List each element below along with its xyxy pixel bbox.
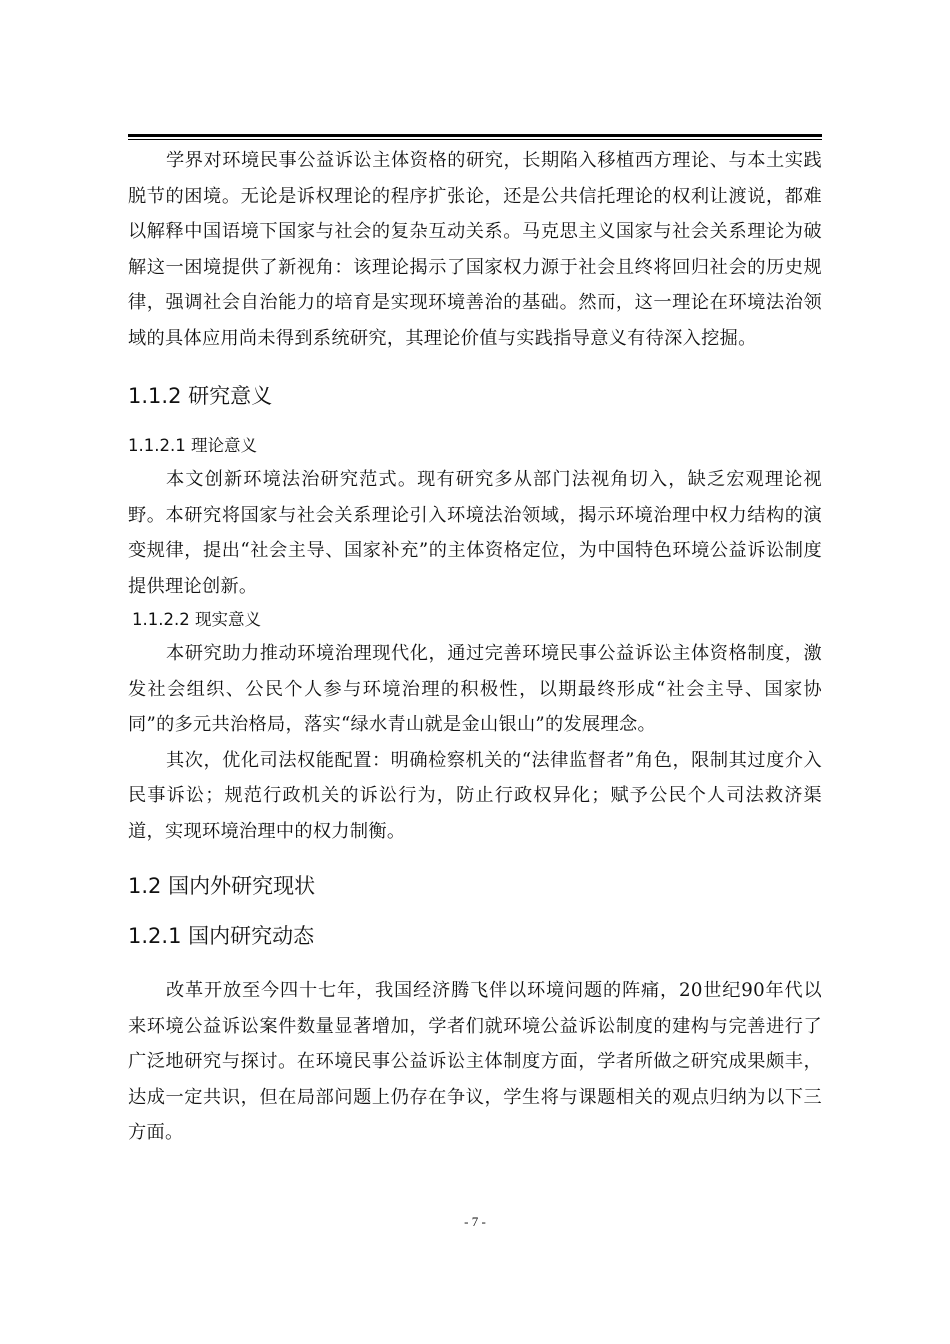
heading-domestic-research: 1.2.1 国内研究动态 xyxy=(128,924,315,948)
paragraph-judicial-allocation: 其次，优化司法权能配置：明确检察机关的“法律监督者”角色，限制其过度介入民事诉讼；规范行政机关的诉讼行为，防止行政权异化；赋予公民个人司法救济渠道，实现环境治理中的权力制衡。 xyxy=(128,749,822,842)
header-rule-thick xyxy=(128,134,822,137)
heading-research-significance: 1.1.2 研究意义 xyxy=(128,384,273,408)
paragraph-theoretical-significance: 本文创新环境法治研究范式。现有研究多从部门法视角切入，缺乏宏观理论视野。本研究将国家与社会关系理论引入环境法治领域，揭示环境治理中权力结构的演变规律，提出“社会主导、国家补充”的主体资格定位，为中国特色环境公益诉讼制度提供理论创新。 xyxy=(128,469,822,597)
heading-practical-significance: 1.1.2.2 现实意义 xyxy=(132,610,261,629)
heading-research-status: 1.2 国内外研究现状 xyxy=(128,874,316,898)
page-body xyxy=(128,143,822,1151)
header-rule-thin xyxy=(128,139,822,140)
paragraph-research-background: 学界对环境民事公益诉讼主体资格的研究，长期陷入移植西方理论、与本土实践脱节的困境。无论是诉权理论的程序扩张论，还是公共信托理论的权利让渡说，都难以解释中国语境下国家与社会的复杂互动关系。马克思主义国家与社会关系理论为破解这一困境提供了新视角：该理论揭示了国家权力源于社会且终将回归社会的历史规律，强调社会自治能力的培育是实现环境善治的基础。然而，这一理论在环境法治领域的具体应用尚未得到系统研究，其理论价值与实践指导意义有待深入挖掘。 xyxy=(128,150,822,349)
page-number: - 7 - xyxy=(464,1214,486,1229)
paragraph-domestic-research: 改革开放至今四十七年，我国经济腾飞伴以环境问题的阵痛，20世纪90年代以来环境公益诉讼案件数量显著增加，学者们就环境公益诉讼制度的建构与完善进行了广泛地研究与探讨。在环境民事公益诉讼主体制度方面，学者所做之研究成果颇丰，达成一定共识，但在局部问题上仍存在争议，学生将与课题相关的观点归纳为以下三方面。 xyxy=(128,980,822,1143)
paragraph-practical-significance: 本研究助力推动环境治理现代化，通过完善环境民事公益诉讼主体资格制度，激发社会组织、公民个人参与环境治理的积极性，以期最终形成“社会主导、国家协同”的多元共治格局，落实“绿水青山就是金山银山”的发展理念。 xyxy=(128,643,822,735)
heading-theoretical-significance: 1.1.2.1 理论意义 xyxy=(128,436,257,455)
